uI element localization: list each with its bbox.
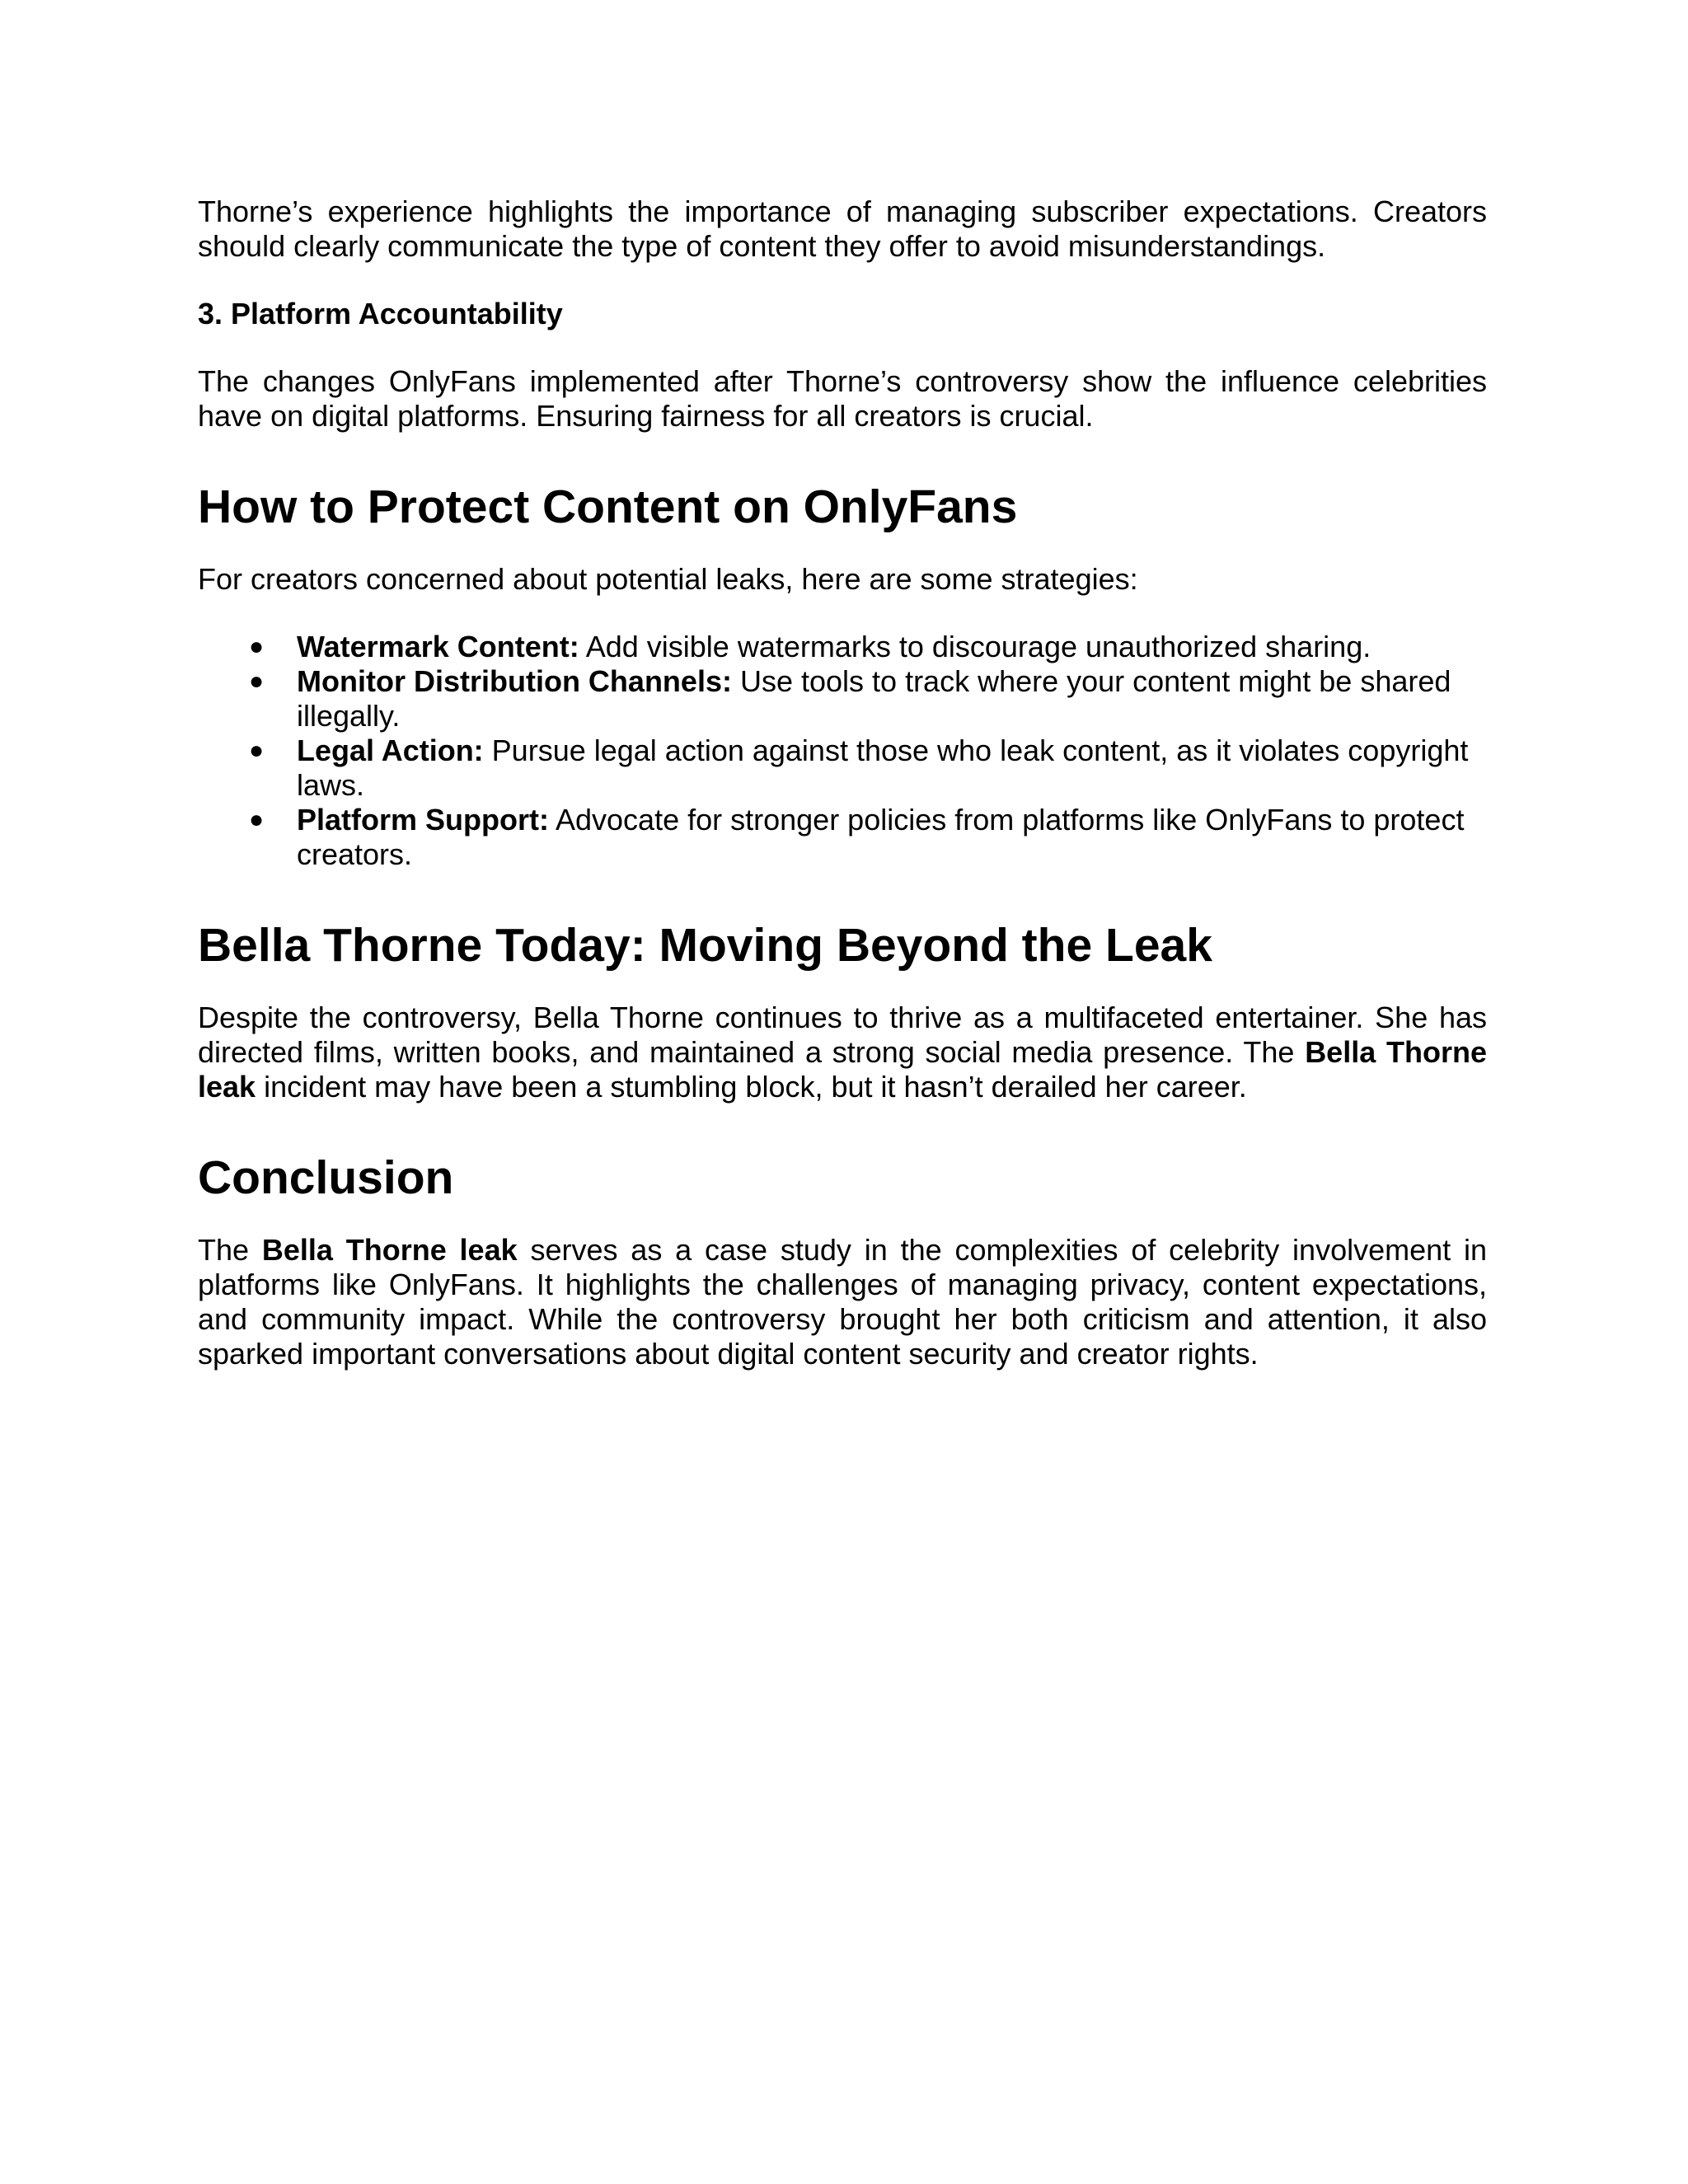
bullet-icon: ●	[249, 806, 265, 833]
protect-strategies-list	[198, 630, 1487, 872]
strategy-text: Use tools to track where your content might be shared illegally.	[297, 664, 1451, 733]
intro-paragraph: Thorne’s experience highlights the importance of managing subscriber expectations. Creators should clearly communicate the type of content they offer to avoid misunderstandings.	[198, 194, 1487, 263]
conclusion-paragraph	[198, 1233, 1487, 1371]
protect-content-heading: How to Protect Content on OnlyFans	[198, 480, 1018, 533]
bella-thorne-today-heading: Bella Thorne Today: Moving Beyond the Leak	[198, 919, 1212, 972]
list-item	[198, 803, 1487, 872]
bullet-icon: ●	[249, 737, 265, 764]
conclusion-text-before: The	[198, 1233, 262, 1267]
document-page	[198, 194, 1487, 1371]
strategy-text: Add visible watermarks to discourage unauthorized sharing.	[579, 630, 1372, 663]
bullet-icon: ●	[249, 633, 265, 660]
strategy-text: Advocate for stronger policies from platforms like OnlyFans to protect creators.	[297, 803, 1465, 871]
bella-thorne-today-paragraph	[198, 1001, 1487, 1104]
list-item	[198, 664, 1487, 733]
conclusion-text-after: serves as a case study in the complexities of celebrity involvement in platforms like OnlyFans. It highlights the challenges of managing privacy, content expectations, and community impact. While the controversy brought her both criticism and attention, it also sparked important conversations about digital content security and creator rights.	[198, 1233, 1487, 1371]
strategy-text: Pursue legal action against those who leak content, as it violates copyright laws.	[297, 733, 1469, 802]
platform-accountability-paragraph: The changes OnlyFans implemented after Thorne’s controversy show the influence celebrities have on digital platforms. Ensuring fairness for all creators is crucial.	[198, 364, 1487, 433]
today-text-before: Despite the controversy, Bella Thorne continues to thrive as a multifaceted entertainer. She has directed films, written books, and maintained a strong social media presence. The	[198, 1001, 1487, 1069]
strategy-title: Watermark Content:	[297, 630, 579, 663]
today-bold-phrase: Bella Thorne leak	[198, 1035, 1487, 1104]
list-item	[198, 733, 1487, 803]
strategy-title: Monitor Distribution Channels:	[297, 664, 732, 698]
bullet-icon: ●	[249, 668, 265, 695]
protect-content-intro: For creators concerned about potential leaks, here are some strategies:	[198, 562, 1138, 596]
conclusion-bold-phrase: Bella Thorne leak	[261, 1233, 518, 1267]
platform-accountability-heading: 3. Platform Accountability	[198, 297, 563, 330]
conclusion-heading: Conclusion	[198, 1151, 454, 1204]
list-item	[198, 630, 1487, 664]
today-text-after: incident may have been a stumbling block, but it hasn’t derailed her career.	[256, 1070, 1247, 1104]
strategy-title: Legal Action:	[297, 733, 484, 767]
strategy-title: Platform Support:	[297, 803, 549, 837]
